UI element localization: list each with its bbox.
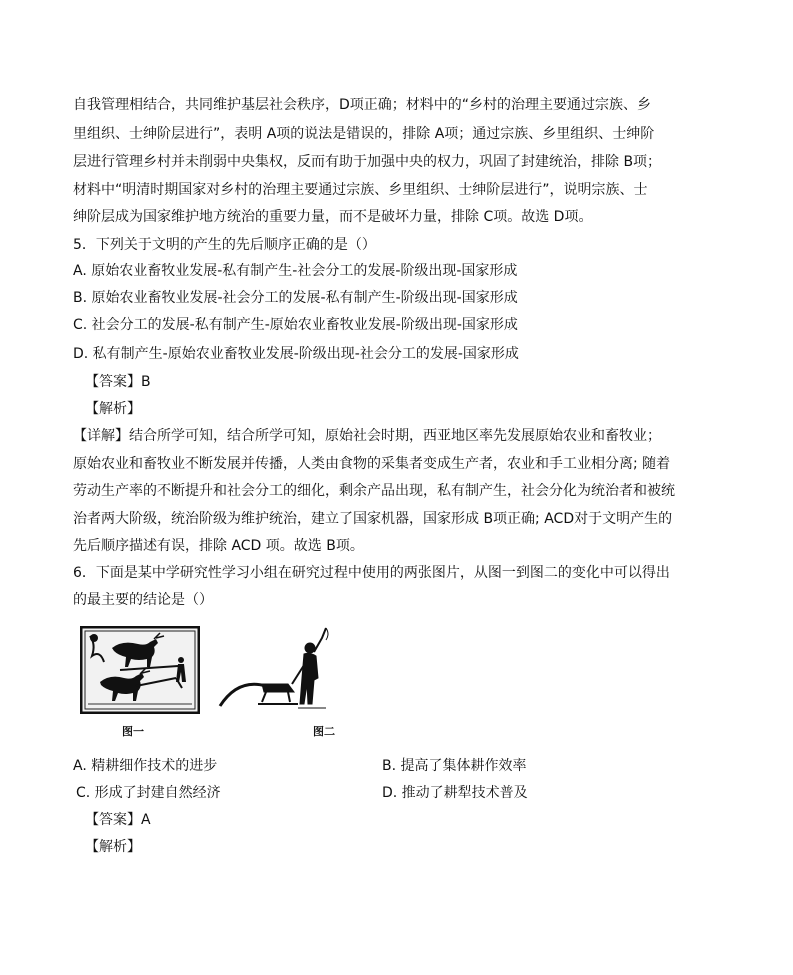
question-6-option-d: D. 推动了耕犁技术普及 xyxy=(382,785,528,801)
question-5-detail-line: 治者两大阶级，统治阶级为维护统治，建立了国家机器，国家形成 B项正确; ACD对于文明产生的 xyxy=(73,511,673,527)
analysis-text-line: 材料中“明清时期国家对乡村的治理主要通过宗族、乡里组织、士绅阶层进行”，说明宗族、士 xyxy=(73,182,648,198)
question-5-detail-line: 先后顺序描述有误，排除 ACD 项。故选 B项。 xyxy=(73,538,364,554)
figure-2-caption: 图二 xyxy=(313,725,335,738)
analysis-text-line: 自我管理相结合，共同维护基层社会秩序，D项正确；材料中的“乡村的治理主要通过宗族、乡 xyxy=(73,97,652,113)
question-5-detail-line: 【详解】结合所学可知，结合所学可知，原始社会时期，西亚地区率先发展原始农业和畜牧业； xyxy=(73,428,661,444)
question-6-analysis-label: 【解析】 xyxy=(85,839,141,855)
question-5-option-b: B. 原始农业畜牧业发展-社会分工的发展-私有制产生-阶级出现-国家形成 xyxy=(73,290,518,306)
question-6-option-a: A. 精耕细作技术的进步 xyxy=(73,758,218,774)
question-5-option-c: C. 社会分工的发展-私有制产生-原始农业畜牧业发展-阶级出现-国家形成 xyxy=(73,317,518,333)
figure-1-caption: 图一 xyxy=(122,725,144,738)
question-5-detail-line: 原始农业和畜牧业不断发展并传播，人类由食物的采集者变成生产者，农业和手工业相分离; 随着 xyxy=(73,456,671,472)
question-5-stem: 5．下列关于文明的产生的先后顺序正确的是（） xyxy=(73,237,376,253)
question-6-option-b: B. 提高了集体耕作效率 xyxy=(382,758,527,774)
analysis-text-line: 层进行管理乡村并未削弱中央集权，反而有助于加强中央的权力，巩固了封建统治，排除 B项； xyxy=(73,154,662,170)
question-5-analysis-label: 【解析】 xyxy=(85,401,141,417)
analysis-text-line: 绅阶层成为国家维护地方统治的重要力量，而不是破坏力量，排除 C项。故选 D项。 xyxy=(73,209,593,225)
question-5-option-a: A. 原始农业畜牧业发展-私有制产生-社会分工的发展-阶级出现-国家形成 xyxy=(73,263,518,279)
question-6-answer: 【答案】A xyxy=(85,812,151,828)
analysis-text-line: 里组织、士绅阶层进行”，表明 A项的说法是错误的，排除 A项；通过宗族、乡里组织、士绅阶 xyxy=(73,126,655,142)
figure-2-curved-plow-image xyxy=(218,626,333,716)
question-6-option-c: C. 形成了封建自然经济 xyxy=(76,785,221,801)
question-6-stem-line: 6．下面是某中学研究性学习小组在研究过程中使用的两张图片，从图一到图二的变化中可以得出 xyxy=(73,565,670,581)
figure-1-ox-plow-image xyxy=(80,626,200,714)
question-5-detail-line: 劳动生产率的不断提升和社会分工的细化，剩余产品出现，私有制产生，社会分化为统治者和被统 xyxy=(73,483,675,499)
question-5-option-d: D. 私有制产生-原始农业畜牧业发展-阶级出现-社会分工的发展-国家形成 xyxy=(73,346,519,362)
question-6-stem-line: 的最主要的结论是（） xyxy=(73,592,213,608)
question-5-answer: 【答案】B xyxy=(85,374,151,390)
